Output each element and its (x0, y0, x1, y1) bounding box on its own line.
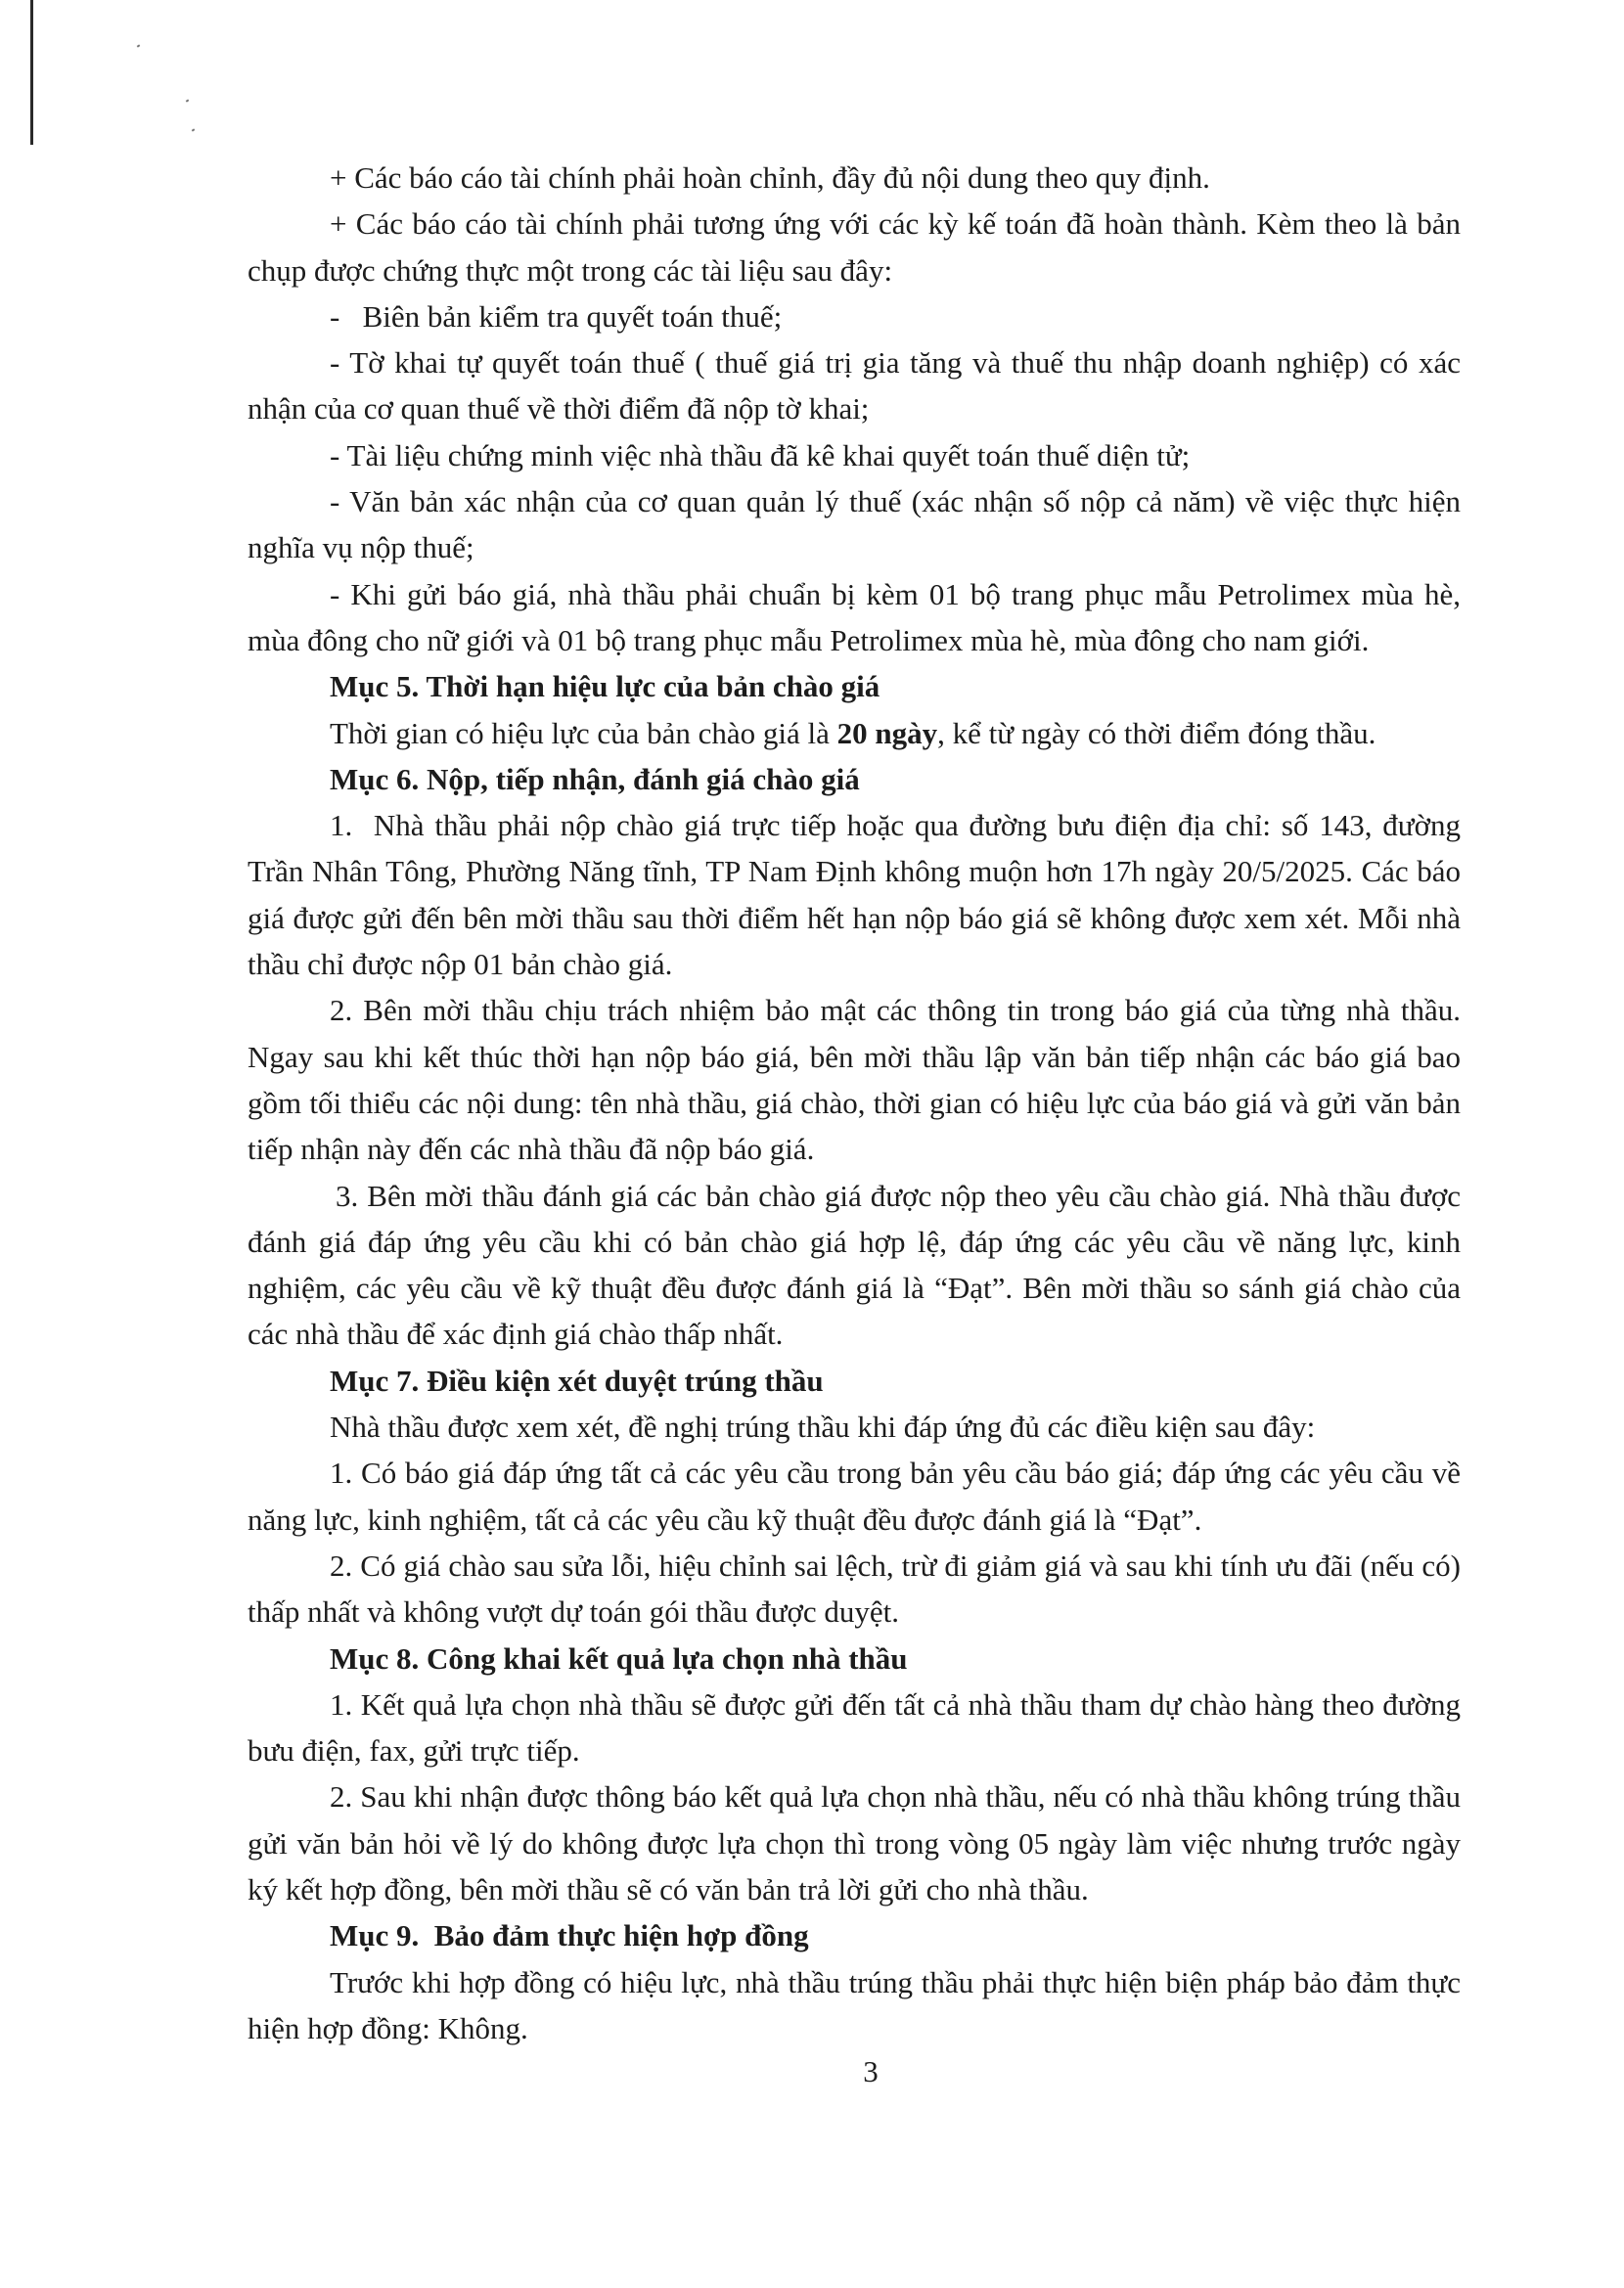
paragraph: - Khi gửi báo giá, nhà thầu phải chuẩn bị kèm 01 bộ trang phục mẫu Petrolimex mùa hè, mùa đông cho nữ giới và 01 bộ trang phục mẫu Petrolimex mùa hè, mùa đông cho nam giới. (248, 576, 1461, 657)
list-item: 1. Kết quả lựa chọn nhà thầu sẽ được gửi đến tất cả nhà thầu tham dự chào hàng theo đường bưu điện, fax, gửi trực tiếp. (248, 1686, 1461, 1769)
section-heading: Mục 8. Công khai kết quả lựa chọn nhà thầu (330, 1640, 908, 1676)
paragraph: Nhà thầu được xem xét, đề nghị trúng thầu khi đáp ứng đủ các điều kiện sau đây: (330, 1410, 1316, 1445)
paragraph: - Văn bản xác nhận của cơ quan quản lý thuế (xác nhận số nộp cả năm) về việc thực hiện nghĩa vụ nộp thuế; (248, 484, 1461, 565)
text-run: , kể từ ngày có thời điểm đóng thầu. (937, 715, 1376, 750)
list-item: 2. Có giá chào sau sửa lỗi, hiệu chỉnh sai lệch, trừ đi giảm giá và sau khi tính ưu đãi (nếu có) thấp nhất và không vượt dự toán gói thầu được duyệt. (248, 1548, 1461, 1630)
paragraph: + Các báo cáo tài chính phải tương ứng với các kỳ kế toán đã hoàn thành. Kèm theo là bản chụp được chứng thực một trong các tài liệu sau đây: (248, 206, 1461, 288)
text-run: Thời gian có hiệu lực của bản chào giá là (330, 715, 837, 750)
section-heading: Mục 5. Thời hạn hiệu lực của bản chào giá (330, 669, 880, 704)
scan-edge-line (30, 0, 33, 145)
paragraph: - Tờ khai tự quyết toán thuế ( thuế giá trị gia tăng và thuế thu nhập doanh nghiệp) có xác nhận của cơ quan thuế về thời điểm đã nộp tờ khai; (248, 345, 1461, 426)
paragraph: + Các báo cáo tài chính phải hoàn chỉnh, đầy đủ nội dung theo quy định. (330, 160, 1210, 195)
scan-speck (186, 99, 190, 102)
bold-text: 20 ngày (836, 715, 938, 750)
list-item: 3. Bên mời thầu đánh giá các bản chào giá được nộp theo yêu cầu chào giá. Nhà thầu được đánh giá đáp ứng yêu cầu khi có bản chào giá hợp lệ, đáp ứng các yêu cầu về năng lực, kinh nghiệm, các yêu cầu về kỹ thuật đều được đánh giá là “Đạt”. Bên mời thầu so sánh giá chào của các nhà thầu để xác định giá chào thấp nhất. (248, 1178, 1461, 1352)
section-heading: Mục 7. Điều kiện xét duyệt trúng thầu (330, 1363, 824, 1398)
paragraph: - Tài liệu chứng minh việc nhà thầu đã kê khai quyết toán thuế diện tử; (330, 437, 1191, 472)
paragraph: - Biên bản kiểm tra quyết toán thuế; (330, 298, 783, 334)
list-item: 1. Có báo giá đáp ứng tất cả các yêu cầu trong bản yêu cầu báo giá; đáp ứng các yêu cầu về năng lực, kinh nghiệm, tất cả các yêu cầu kỹ thuật đều được đánh giá là “Đạt”. (248, 1456, 1461, 1537)
scan-speck (192, 128, 196, 131)
document-page (248, 155, 1468, 2051)
section-heading: Mục 9. Bảo đảm thực hiện hợp đồng (330, 1918, 809, 1953)
list-item: 2. Bên mời thầu chịu trách nhiệm bảo mật các thông tin trong báo giá của từng nhà thầu. Ngay sau khi kết thúc thời hạn nộp báo giá, bên mời thầu lập văn bản tiếp nhận các báo giá bao gồm tối thiểu các nội dung: tên nhà thầu, giá chào, thời gian có hiệu lực của báo giá và gửi văn bản tiếp nhận này đến các nhà thầu đã nộp báo giá. (248, 993, 1461, 1167)
page-number: 3 (863, 2054, 879, 2088)
paragraph: Trước khi hợp đồng có hiệu lực, nhà thầu trúng thầu phải thực hiện biện pháp bảo đảm thực hiện hợp đồng: Không. (248, 1964, 1461, 2045)
list-item: 1. Nhà thầu phải nộp chào giá trực tiếp hoặc qua đường bưu điện địa chỉ: số 143, đường Trần Nhân Tông, Phường Năng tĩnh, TP Nam Định không muộn hơn 17h ngày 20/5/2025. Các báo giá được gửi đến bên mời thầu sau thời điểm hết hạn nộp báo giá sẽ không được xem xét. Mỗi nhà thầu chỉ được nộp 01 bản chào giá. (248, 808, 1468, 982)
section-heading: Mục 6. Nộp, tiếp nhận, đánh giá chào giá (330, 761, 860, 796)
list-item: 2. Sau khi nhận được thông báo kết quả lựa chọn nhà thầu, nếu có nhà thầu không trúng thầu gửi văn bản hỏi về lý do không được lựa chọn thì trong vòng 05 ngày làm việc nhưng trước ngày ký kết hợp đồng, bên mời thầu sẽ có văn bản trả lời gửi cho nhà thầu. (248, 1779, 1461, 1907)
paragraph (248, 710, 1461, 756)
scan-speck (137, 44, 141, 47)
